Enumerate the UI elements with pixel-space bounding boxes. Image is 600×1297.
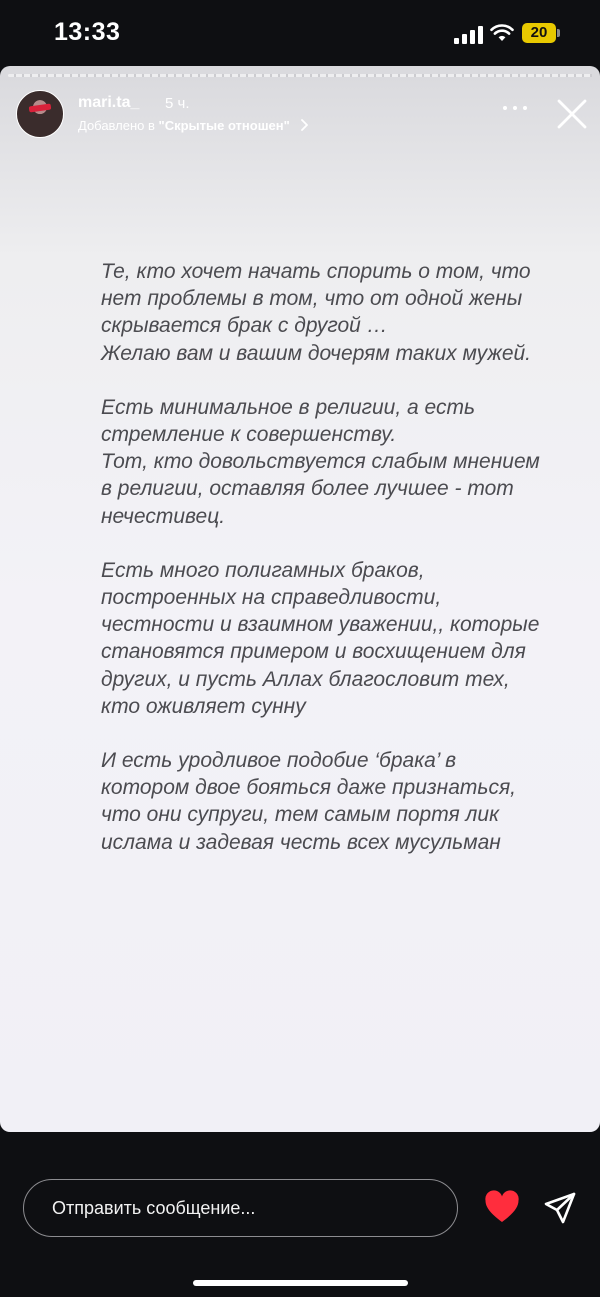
status-bar [0, 0, 600, 66]
send-icon[interactable] [543, 1191, 577, 1225]
highlight-name: "Скрытые отношен" [158, 118, 290, 133]
battery-cap [557, 29, 560, 37]
battery-icon [522, 23, 556, 43]
close-icon[interactable] [556, 98, 588, 130]
story-text [101, 258, 541, 883]
story-paragraph-1: Те, кто хочет начать спорить о том, что нет проблемы в том, что от одной жены скрывается брак с другой … Желаю вам и вашим дочерям таких мужей. [101, 260, 532, 365]
avatar[interactable] [16, 90, 64, 138]
story-card[interactable] [0, 66, 600, 1132]
avatar-blindfold [29, 103, 52, 112]
status-time: 13:33 [54, 18, 121, 46]
more-dots-icon[interactable] [503, 102, 529, 114]
reply-placeholder: Отправить сообщение... [52, 1198, 256, 1218]
added-prefix: Добавлено в [78, 118, 159, 133]
cellular-signal-icon [454, 24, 484, 44]
home-indicator[interactable] [193, 1280, 408, 1286]
story-paragraph-2: Есть минимальное в религии, а есть стремление к совершенству. Тот, кто довольствуется слабым мнением в религии, оставляя более лучшее - тот нечестивец. [101, 395, 540, 528]
story-progress-bar [8, 74, 592, 77]
battery-level: 20 [530, 24, 548, 41]
highlight-link[interactable] [78, 118, 309, 133]
story-time-ago: 5 ч. [165, 95, 190, 112]
story-paragraph-4: И есть уродливое подобие ‘брака’ в котором двое бояться даже признаться, что они супруги, тем самым портя лик ислама и задевая честь всех мусульман [101, 749, 517, 854]
story-paragraph-3: Есть много полигамных браков, построенных на справедливости, честности и взаимном уважении,, которые становятся примером и восхищением для других, и пусть Аллах благословит тех, кто оживляет сунну [101, 558, 540, 718]
story-username[interactable]: mari.ta_ [78, 94, 140, 111]
chevron-right-icon [299, 119, 309, 131]
reply-message-input[interactable] [23, 1179, 458, 1237]
wifi-icon [490, 24, 514, 42]
heart-icon[interactable] [484, 1190, 520, 1224]
